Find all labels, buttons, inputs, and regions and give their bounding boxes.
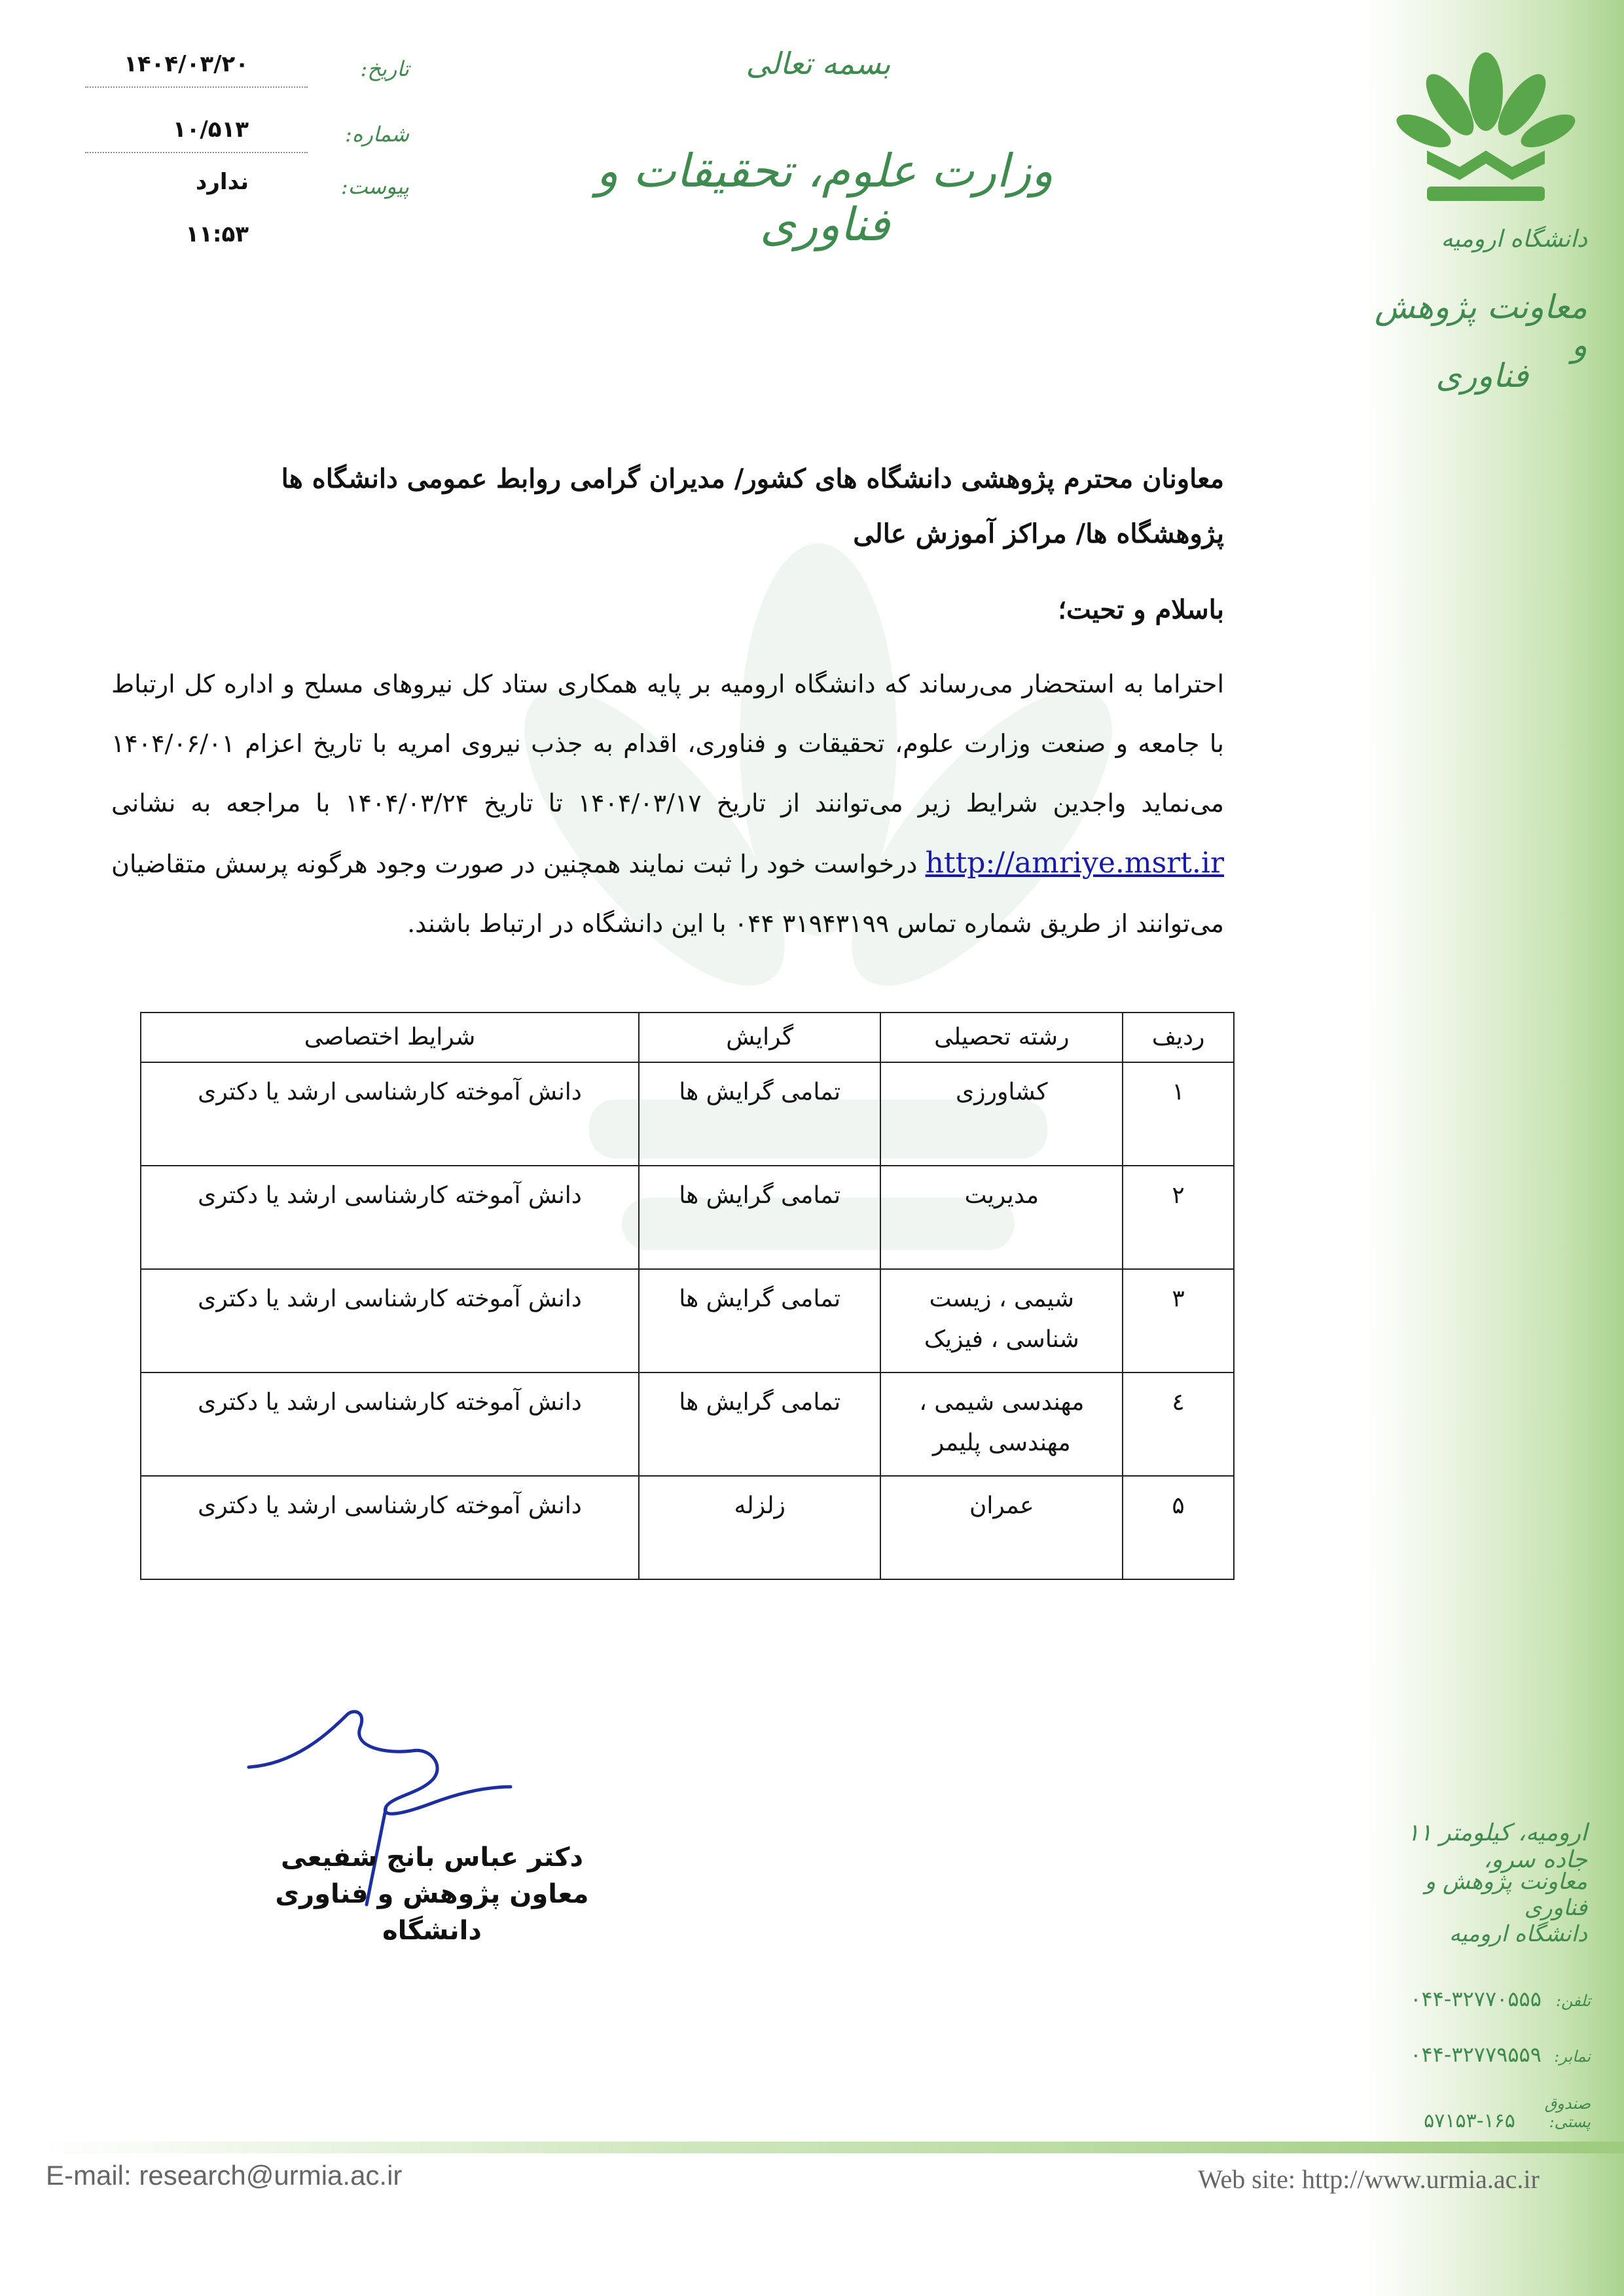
sidebar-deputy-line1: معاونت پژوهش و <box>1375 288 1587 364</box>
divider <box>85 86 308 88</box>
table-row <box>141 1476 1234 1579</box>
greeting: باسلام و تحیت؛ <box>1058 594 1224 625</box>
footer-website[interactable]: Web site: http://www.urmia.ac.ir <box>1198 2164 1540 2194</box>
row-condition: دانش آموخته کارشناسی ارشد یا دکتری <box>141 1062 639 1166</box>
recipient <box>111 452 1224 562</box>
phone-label: تلفن: <box>1555 1992 1591 2010</box>
pobox-value: ۵۷۱۵۳-۱۶۵ <box>1424 2109 1515 2132</box>
header-field: رشته تحصیلی <box>880 1013 1123 1062</box>
row-branch: تمامی گرایش ها <box>639 1269 881 1372</box>
time-value: ۱۱:۵۳ <box>185 221 249 247</box>
recipient-line2: پژوهشگاه ها/ مراکز آموزش عالی <box>853 518 1224 549</box>
sidebar-fax <box>1368 2042 1591 2067</box>
fax-value: ۰۴۴-۳۲۷۷۹۵۵۹ <box>1410 2042 1542 2067</box>
header-branch: گرایش <box>639 1013 881 1062</box>
row-condition: دانش آموخته کارشناسی ارشد یا دکتری <box>141 1476 639 1579</box>
row-field: شیمی ، زیست شناسی ، فیزیک <box>880 1269 1123 1372</box>
university-logo-icon <box>1388 52 1584 209</box>
signer-title: معاون پژوهش و فناوری دانشگاه <box>275 1879 589 1946</box>
signer-name: دکتر عباس بانج شفیعی <box>280 1842 584 1873</box>
ministry-title: وزارت علوم، تحقیقات و فناوری <box>596 144 1054 251</box>
row-field: مدیریت <box>880 1166 1123 1269</box>
basmala: بسمه تعالی <box>746 46 891 81</box>
phone-value: ۰۴۴-۳۲۷۷۰۵۵۵ <box>1410 1986 1542 2011</box>
header-condition: شرایط اختصاصی <box>141 1013 639 1062</box>
table-row <box>141 1062 1234 1166</box>
number-label: شماره: <box>344 122 409 147</box>
row-num: ۵ <box>1123 1476 1234 1579</box>
sidebar-address-line1: ارومیه، کیلومتر ۱۱ جاده سرو، <box>1407 1820 1587 1873</box>
footer-green-rule <box>39 2142 1624 2153</box>
meta-date-row <box>85 46 409 92</box>
requirements-table <box>140 1012 1235 1580</box>
pobox-label: صندوق پستی: <box>1544 2094 1591 2131</box>
attachment-value: ندارد <box>195 169 249 195</box>
letter-paragraph <box>111 655 1224 954</box>
date-label: تاریخ: <box>360 56 409 81</box>
paragraph-part1: احتراما به استحضار می‌رساند که دانشگاه ارومیه بر پایه همکاری ستاد کل نیروهای مسلح و اداره کل ارتباط با جامعه و صنعت وزارت علوم، تحقیقات و فناوری، اقدام به جذب نیروی امریه با تاریخ اعزام ۱۴۰۴/۰۶/۰۱ می‌نماید واجدین شرایط زیر می‌توانند از تاریخ ۱۴۰۴/۰۳/۱۷ تا تاریخ ۱۴۰۴/۰۳/۲۴ با مراجعه به نشانی <box>111 670 1224 817</box>
sidebar-pobox <box>1368 2094 1591 2132</box>
table-row <box>141 1166 1234 1269</box>
sidebar-phone <box>1368 1986 1591 2011</box>
date-value: ۱۴۰۴/۰۳/۲۰ <box>124 51 249 77</box>
meta-attachment-row <box>85 164 409 209</box>
row-condition: دانش آموخته کارشناسی ارشد یا دکتری <box>141 1166 639 1269</box>
row-field: مهندسی شیمی ، مهندسی پلیمر <box>880 1372 1123 1476</box>
sidebar-university: دانشگاه ارومیه <box>1441 226 1587 253</box>
row-num: ٤ <box>1123 1372 1234 1476</box>
row-branch: تمامی گرایش ها <box>639 1166 881 1269</box>
row-num: ۱ <box>1123 1062 1234 1166</box>
registration-link[interactable]: http://amriye.msrt.ir <box>925 846 1224 880</box>
row-branch: تمامی گرایش ها <box>639 1372 881 1476</box>
paragraph-part2: درخواست خود را ثبت نمایند همچنین در صورت وجود هرگونه پرسش متقاضیان می‌توانند از طریق شماره تماس ۳۱۹۴۳۱۹۹ ۰۴۴ با این دانشگاه در ارتباط باشند. <box>111 850 1224 938</box>
footer-email[interactable]: E-mail: research@urmia.ac.ir <box>46 2160 403 2191</box>
divider <box>85 152 308 153</box>
header-row-num: ردیف <box>1123 1013 1234 1062</box>
signer-block <box>249 1839 615 1949</box>
row-num: ۲ <box>1123 1166 1234 1269</box>
table-row <box>141 1372 1234 1476</box>
sidebar-deputy-line2: فناوری <box>1435 357 1528 395</box>
table-row <box>141 1269 1234 1372</box>
table-header-row <box>141 1013 1234 1062</box>
sidebar-address-line2: معاونت پژوهش و فناوری <box>1424 1869 1587 1921</box>
meta-number-row <box>85 111 409 157</box>
row-branch: تمامی گرایش ها <box>639 1062 881 1166</box>
sidebar-address-line3: دانشگاه ارومیه <box>1449 1921 1587 1947</box>
row-field: کشاورزی <box>880 1062 1123 1166</box>
row-num: ۳ <box>1123 1269 1234 1372</box>
number-value: ۱۰/۵۱۳ <box>172 117 249 143</box>
row-branch: زلزله <box>639 1476 881 1579</box>
row-condition: دانش آموخته کارشناسی ارشد یا دکتری <box>141 1372 639 1476</box>
row-field: عمران <box>880 1476 1123 1579</box>
fax-label: نمابر: <box>1554 2047 1591 2066</box>
meta-time-row <box>85 216 327 262</box>
row-condition: دانش آموخته کارشناسی ارشد یا دکتری <box>141 1269 639 1372</box>
attachment-label: پیوست: <box>340 174 409 199</box>
recipient-line1: معاونان محترم پژوهشی دانشگاه های کشور/ مدیران گرامی روابط عمومی دانشگاه ها <box>281 463 1224 494</box>
